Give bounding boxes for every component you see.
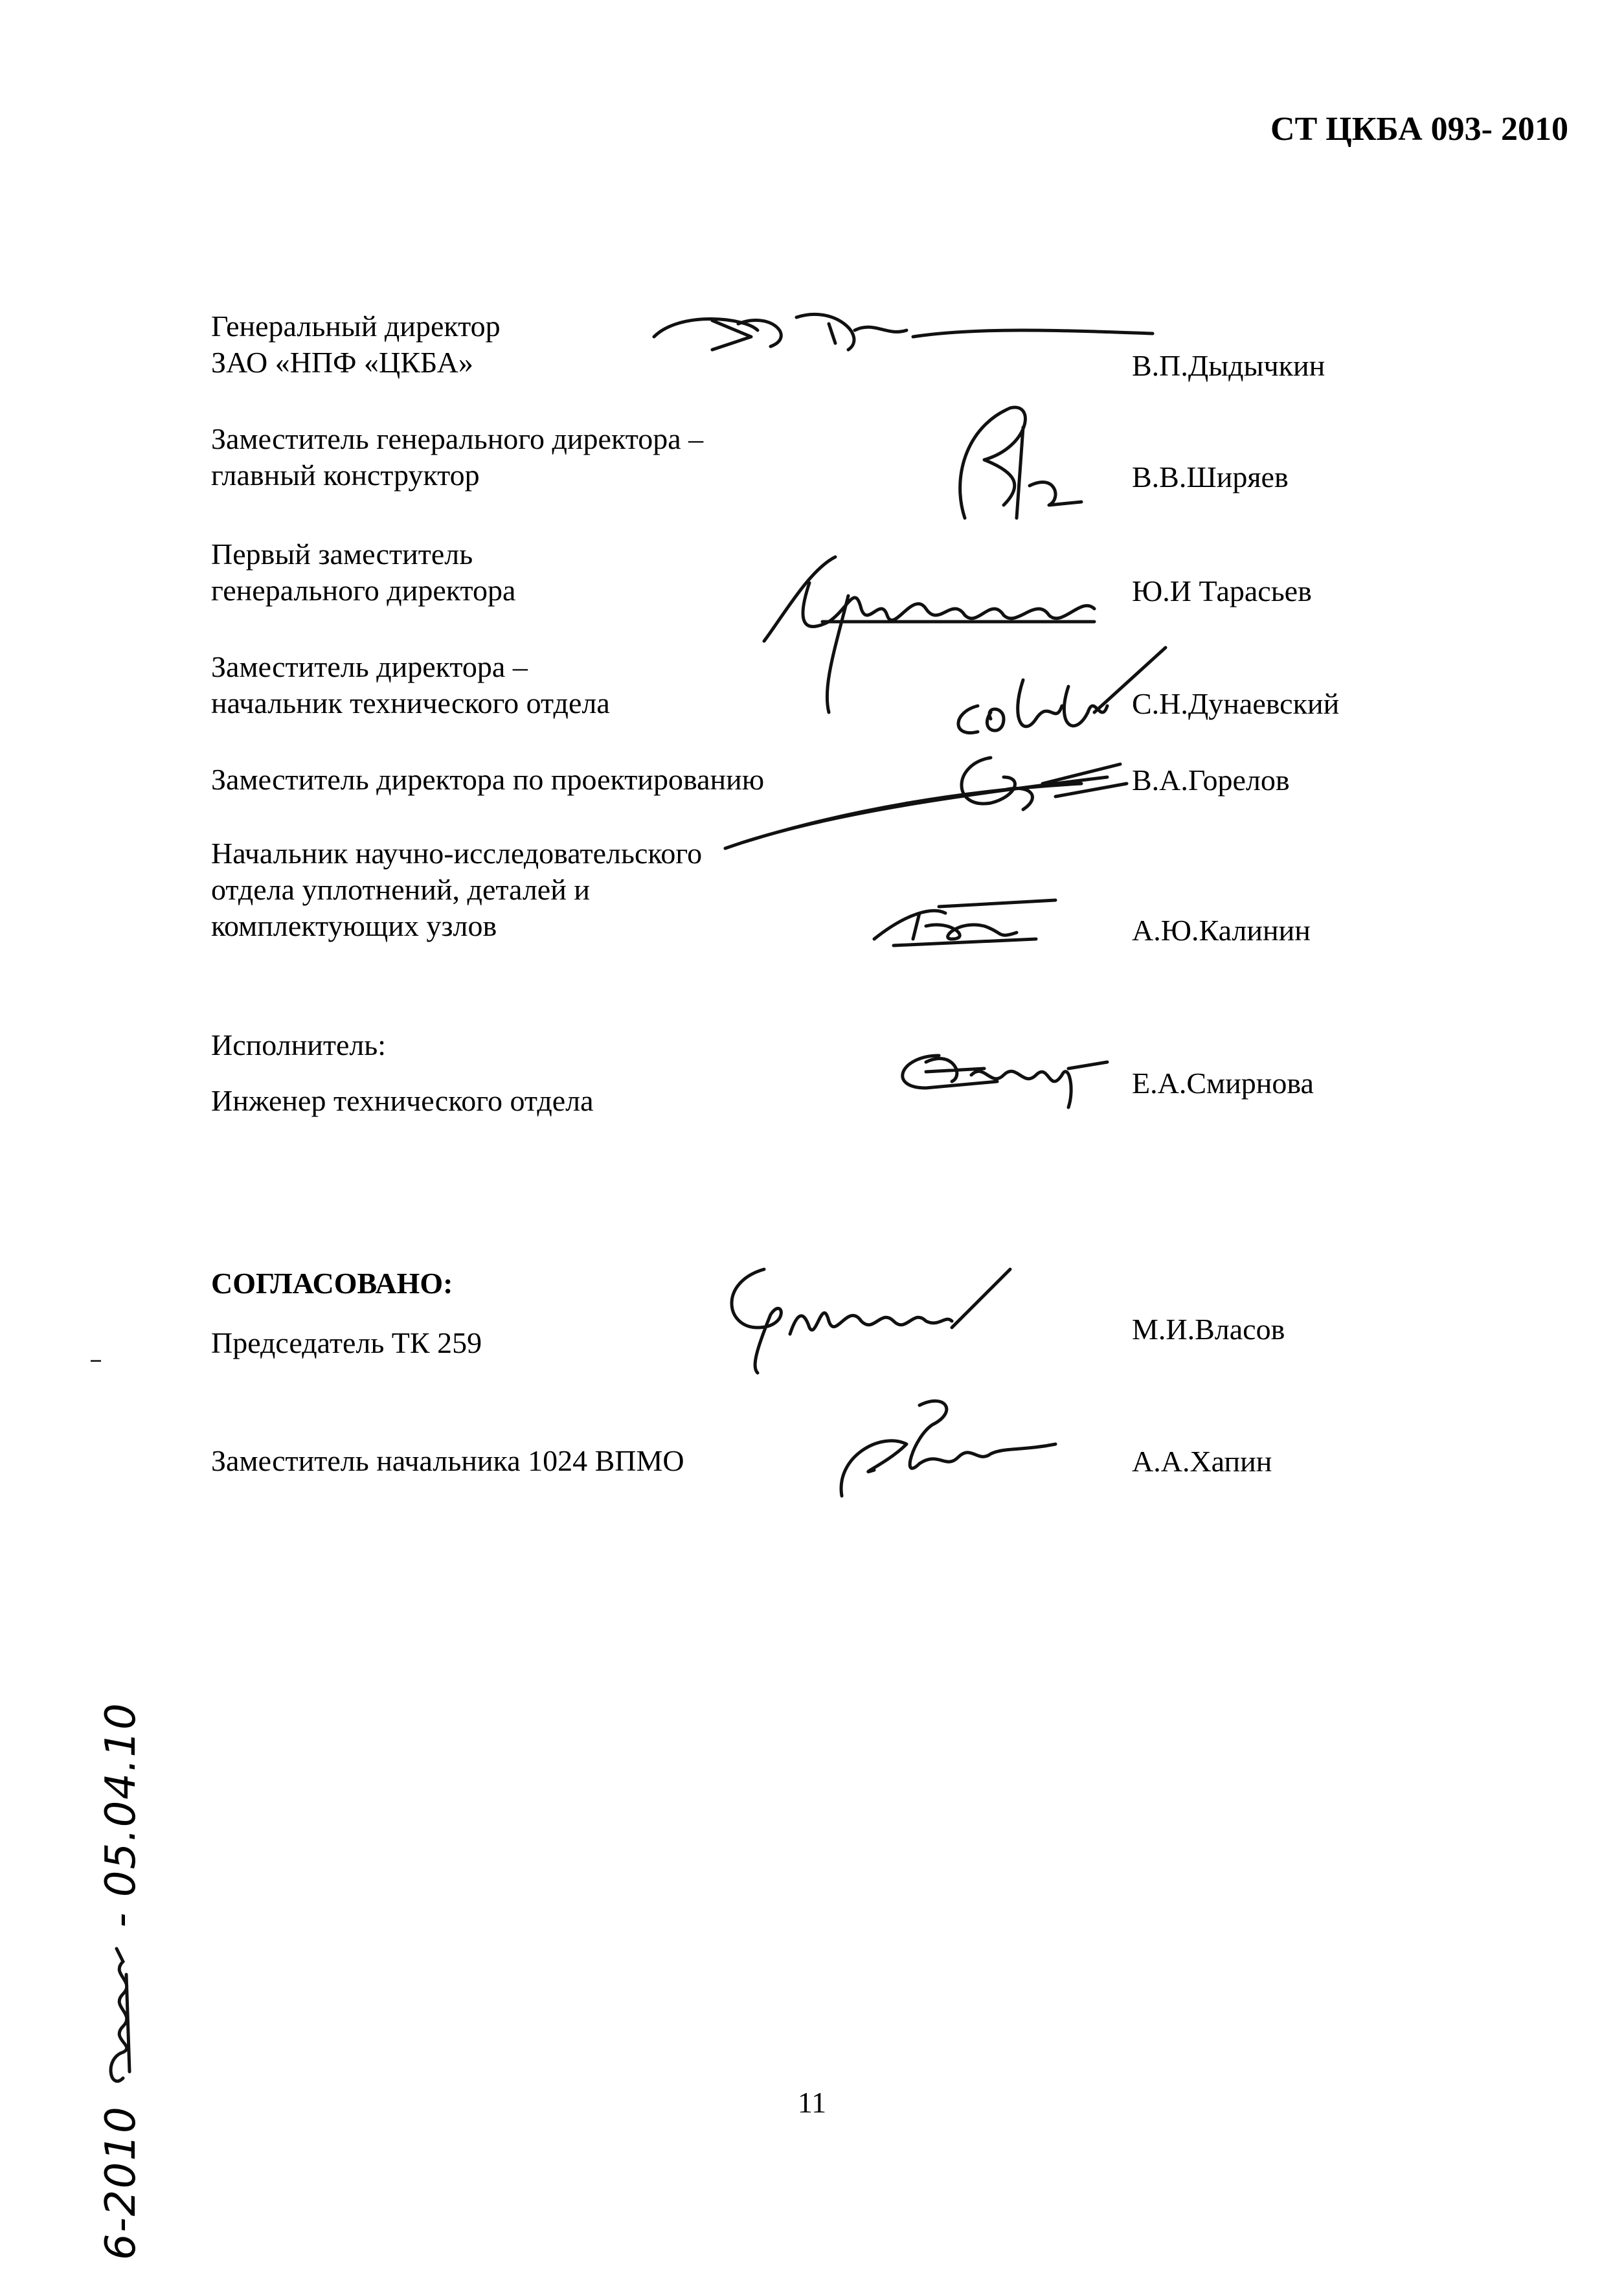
signatory-title-line: генерального директора [211, 574, 516, 607]
signature-gorelov [719, 738, 1127, 855]
signatory-title-line: Заместитель генерального директора – [211, 422, 704, 455]
signatory-name: В.П.Дыдычкин [1132, 349, 1325, 382]
signatory-name: С.Н.Дунаевский [1132, 687, 1340, 720]
signature-kalinin [868, 894, 1062, 952]
approval-heading: СОГЛАСОВАНО: [211, 1267, 453, 1300]
signature-smirnova [887, 1036, 1114, 1120]
signatory-name: В.А.Горелов [1132, 764, 1290, 797]
margin-note-right: - 05.04.10 [97, 1702, 145, 1928]
executor-heading: Исполнитель: [211, 1028, 387, 1061]
signatory-title-line: Генеральный директор [211, 310, 501, 343]
signatory-title-line: отдела уплотнений, деталей и [211, 873, 590, 906]
signature-dydychkin [641, 298, 1159, 376]
approval-name: М.И.Власов [1132, 1313, 1285, 1346]
margin-dash [91, 1360, 101, 1362]
margin-note-left: 6-2010 [97, 2105, 145, 2260]
signature-shiryaev [926, 389, 1094, 538]
executor-title: Инженер технического отдела [211, 1084, 594, 1117]
signatory-title-line: Первый заместитель [211, 538, 473, 571]
page-number: 11 [797, 2086, 827, 2119]
margin-registration-note [97, 1702, 145, 2260]
signatory-title-line: начальник технического отдела [211, 686, 610, 719]
approval-title: Председатель ТК 259 [211, 1326, 482, 1359]
signatory-title-line: ЗАО «НПФ «ЦКБА» [211, 346, 473, 379]
signatory-name: В.В.Ширяев [1132, 460, 1289, 493]
margin-signature [104, 1942, 142, 2091]
signature-khapin [829, 1386, 1062, 1502]
approval-name: А.А.Хапин [1132, 1445, 1272, 1478]
document-code: СТ ЦКБА 093- 2010 [1270, 111, 1568, 148]
signature-vlasov [719, 1256, 1023, 1379]
signatory-title-line: главный конструктор [211, 458, 480, 492]
signatory-name: Ю.И Тарасьев [1132, 574, 1312, 607]
signatory-title-line: Заместитель директора по проектированию [211, 763, 765, 796]
signatory-title-line: Заместитель директора – [211, 650, 528, 683]
signatory-name: А.Ю.Калинин [1132, 914, 1311, 947]
signatory-title-line: комплектующих узлов [211, 909, 497, 942]
approval-title: Заместитель начальника 1024 ВПМО [211, 1444, 684, 1477]
executor-name: Е.А.Смирнова [1132, 1067, 1314, 1100]
signatory-title-line: Начальник научно-исследовательского [211, 837, 703, 870]
